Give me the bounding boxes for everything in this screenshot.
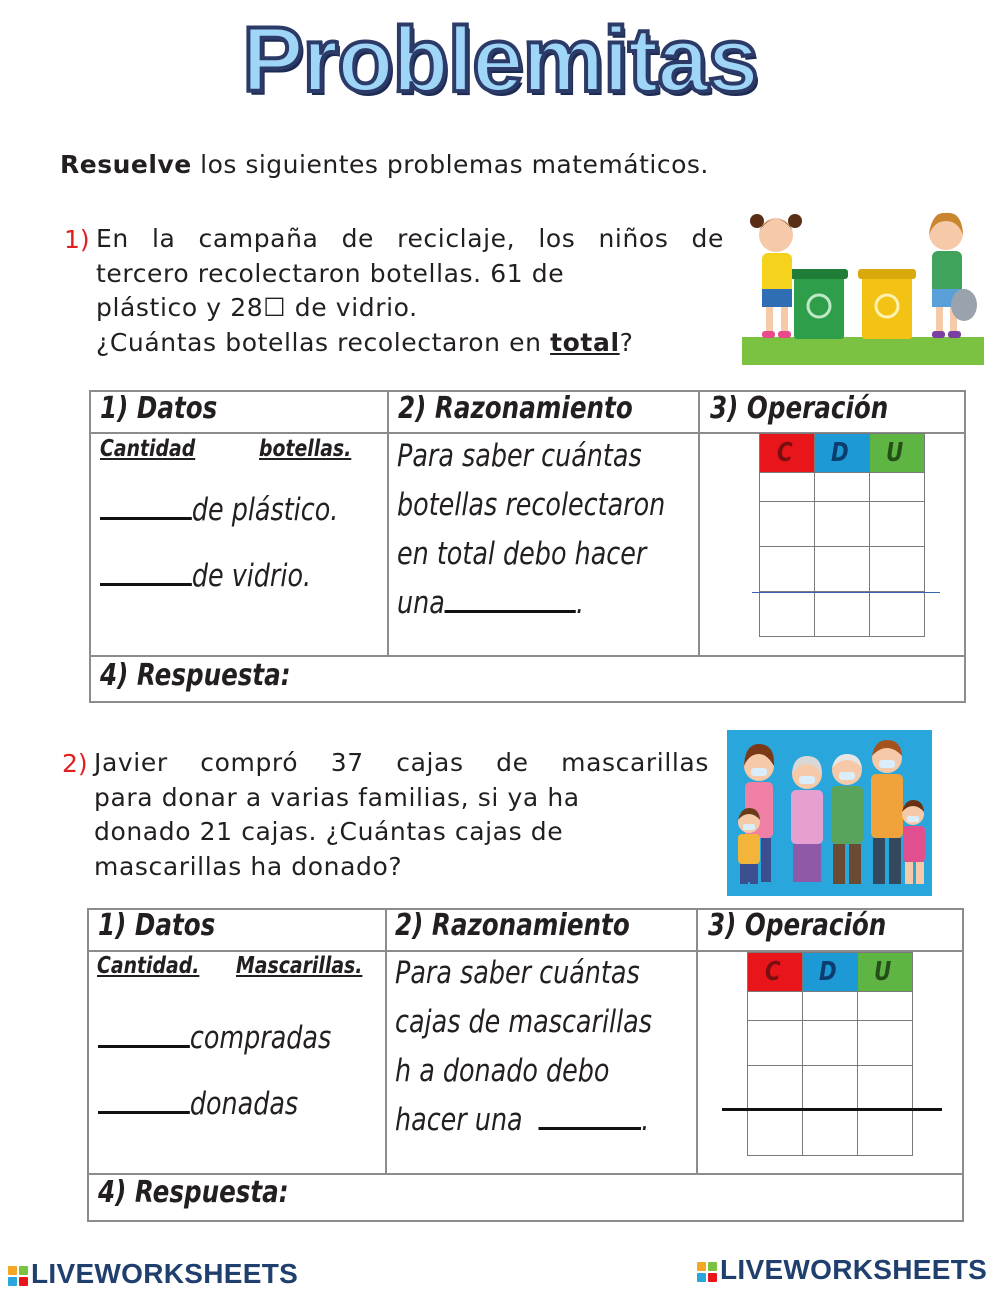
table-1-header-datos: 1) Datos [100,391,218,426]
table-2-header-operacion: 3) Operación [708,908,887,943]
table-2-reason-line-4-text: hacer una [395,1102,523,1138]
problem-2-number: 2) [62,749,88,778]
grid-cell[interactable] [748,992,803,1021]
family-illustration [727,730,932,896]
problem-1-number: 1) [64,225,90,254]
grid-cell[interactable] [748,1021,803,1066]
table-2-reasoning [395,949,652,1145]
liveworksheets-logo-left [8,1258,298,1290]
grid-cell[interactable] [870,502,925,547]
problem-1-line-2: tercero recolectaron botellas. 61 de [96,258,565,288]
grid-cell[interactable] [760,473,815,502]
table-1-header-operacion: 3) Operación [710,391,889,426]
instructions-bold: Resuelve [60,150,192,179]
page-title: Problemitas [242,9,758,111]
table-2-reason-line-4 [395,1096,652,1145]
liveworksheets-logo-icon [697,1262,717,1282]
grid-cell[interactable] [858,992,913,1021]
problem-2-line-1: Javier compró 37 cajas de mascarillas [94,748,709,777]
table-2-header-razonamiento: 2) Razonamiento [395,908,630,943]
problem-1-line-1: En la campaña de reciclaje, los niños de [96,224,724,253]
table-1-place-value-grid [759,433,925,637]
table-1-respuesta-label: 4) Respuesta: [100,658,291,693]
answer-blank[interactable] [98,1045,190,1048]
grid-cell[interactable] [748,1066,803,1111]
grid-1-header-d: D [815,434,870,473]
brand-right-text: LIVEWORKSHEETS [720,1254,988,1285]
recycling-illustration [742,205,984,365]
problem-2-line-3: donado 21 cajas. ¿Cuántas cajas de [94,817,564,846]
grid-cell[interactable] [815,592,870,637]
problem-2-line-2: para donar a varias familias, si ya ha [94,782,580,812]
table-1-row-vidrio [100,558,311,594]
table-2-col-divider-2 [696,908,698,1174]
table-2-reason-line-1: Para saber cuántas [395,955,640,991]
grid-2-header-u: U [858,953,913,992]
grid-2-header-c: C [748,953,803,992]
liveworksheets-logo-right [697,1254,987,1286]
table-2-row-compradas-label: compradas [189,1020,332,1056]
instructions [60,150,709,179]
problem-1-question-text: ¿Cuántas botellas recolectaron en [96,327,542,357]
table-1-reason-line-2: botellas recolectaron [397,487,666,523]
table-1-row-plastico-label: de plástico. [191,492,339,528]
operation-blank[interactable] [539,1127,642,1130]
grid-cell[interactable] [870,592,925,637]
table-2-place-value-grid [747,952,913,1156]
table-1-col-divider-1 [387,390,389,656]
grid-cell[interactable] [870,547,925,592]
table-1-reasoning [397,432,665,628]
table-1-row-vidrio-label: de vidrio. [191,558,312,594]
grid-cell[interactable] [760,592,815,637]
table-2-row-compradas [98,1020,331,1056]
grid-cell[interactable] [815,473,870,502]
grid-cell[interactable] [748,1111,803,1156]
table-1-reason-end: . [576,585,585,621]
answer-blank[interactable] [100,517,192,520]
grid-1-header-c: C [760,434,815,473]
table-2-respuesta-label: 4) Respuesta: [98,1175,289,1210]
problem-1-question-mark: ? [619,327,634,357]
table-1-reason-line-1: Para saber cuántas [397,438,642,474]
grid-cell[interactable] [815,502,870,547]
grid-cell[interactable] [803,1111,858,1156]
grid-cell[interactable] [803,1021,858,1066]
table-2-cantidad-label: Cantidad. [97,953,200,979]
table-2-reason-line-3: h a donado debo [395,1053,610,1089]
table-1-col-divider-2 [698,390,700,656]
grid-cell[interactable] [803,992,858,1021]
table-1-operation-line [752,592,940,593]
grid-cell[interactable] [858,1066,913,1111]
table-1-reason-line-3: en total debo hacer [397,536,647,572]
answer-blank[interactable] [98,1111,190,1114]
instructions-text: los siguientes problemas matemáticos. [191,150,709,179]
table-1-reason-line-4 [397,579,665,628]
table-2-reason-line-2: cajas de mascarillas [395,1004,652,1040]
operation-blank[interactable] [445,610,576,613]
grid-cell[interactable] [870,473,925,502]
grid-cell[interactable] [815,547,870,592]
problem-2-text [94,746,709,884]
problem-1-question-total: total [550,327,620,357]
brand-left-text: LIVEWORKSHEETS [31,1258,299,1289]
table-2-header-datos: 1) Datos [98,908,216,943]
grid-cell[interactable] [760,547,815,592]
grid-cell[interactable] [760,502,815,547]
problem-1-text [96,222,724,360]
table-2-operation-line [722,1108,942,1111]
table-2-col-divider-1 [385,908,387,1174]
grid-2-header-d: D [803,953,858,992]
grid-cell[interactable] [803,1066,858,1111]
table-2-reason-end: . [641,1102,650,1138]
table-1-reason-line-4-text: una [397,585,445,621]
table-1-answer-divider [89,655,966,657]
table-2-row-donadas-label: donadas [189,1086,299,1122]
table-2-row-donadas [98,1086,298,1122]
table-1-header-razonamiento: 2) Razonamiento [398,391,633,426]
table-2-mascarillas-label: Mascarillas. [236,953,363,979]
grid-cell[interactable] [858,1111,913,1156]
grid-1-header-u: U [870,434,925,473]
problem-1-line-3: plástico y 28☐ de vidrio. [96,293,418,322]
problem-2-line-4: mascarillas ha donado? [94,851,403,881]
table-1-cantidad-label: Cantidad [100,436,196,462]
answer-blank[interactable] [100,583,192,586]
table-1-botellas-label: botellas. [259,436,352,462]
liveworksheets-logo-icon [8,1266,28,1286]
table-1-row-plastico [100,492,338,528]
problem-1-question [96,326,724,361]
grid-cell[interactable] [858,1021,913,1066]
